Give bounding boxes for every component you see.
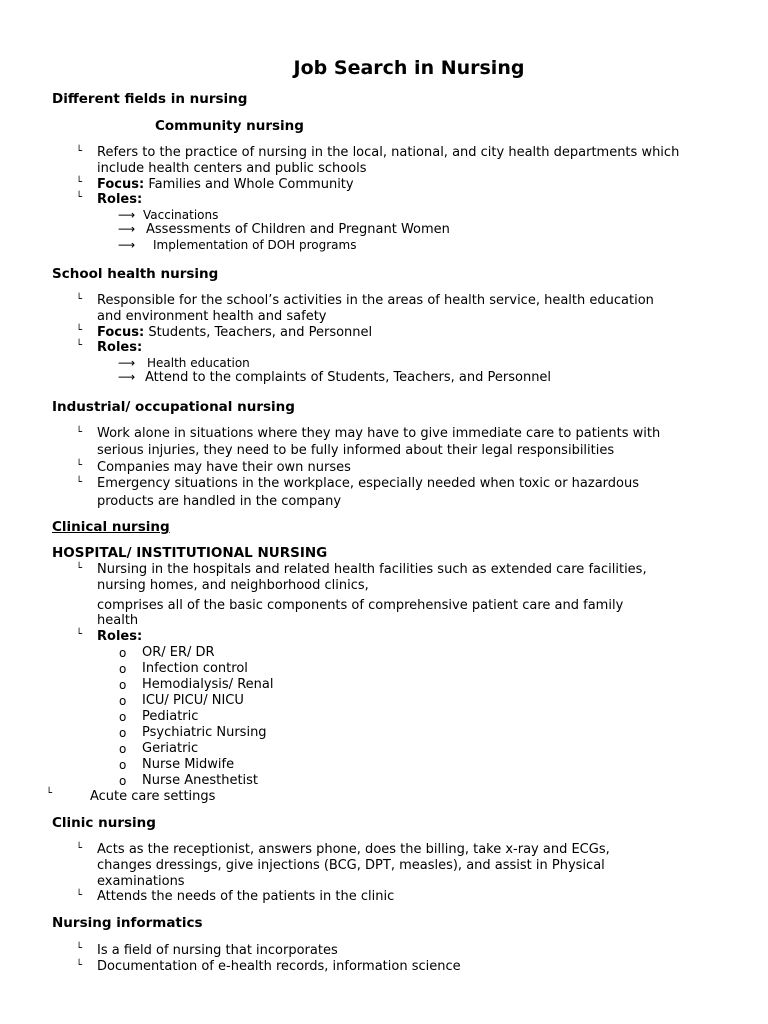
- community-focus: [97, 177, 354, 192]
- bullet-marker: └: [76, 477, 83, 488]
- industrial-heading: Industrial/ occupational nursing: [52, 399, 295, 415]
- bullet-marker: └: [76, 340, 83, 351]
- community-role-item: Implementation of DOH programs: [153, 238, 357, 252]
- industrial-item-1-line-2: serious injuries, they need to be fully informed about their legal responsibilities: [97, 443, 615, 458]
- school-desc-line-1: Responsible for the school’s activities in the areas of health service, health education: [97, 293, 654, 308]
- school-focus: [97, 325, 372, 340]
- industrial-item-2: Companies may have their own nurses: [97, 460, 351, 475]
- document-title: Job Search in Nursing: [293, 57, 525, 79]
- community-heading: Community nursing: [155, 118, 304, 134]
- bullet-marker: └: [76, 960, 83, 971]
- circle-marker: o: [119, 774, 127, 788]
- bullet-marker: └: [76, 325, 83, 336]
- arrow-marker: ⟶: [118, 370, 136, 384]
- arrow-marker: ⟶: [118, 356, 136, 370]
- bullet-marker: └: [76, 943, 83, 954]
- circle-marker: o: [119, 662, 127, 676]
- bullet-marker: └: [76, 629, 83, 640]
- industrial-item-3-line-1: Emergency situations in the workplace, especially needed when toxic or hazardous: [97, 476, 640, 491]
- clinical-roles-label: Roles:: [97, 629, 143, 644]
- community-role-item: Assessments of Children and Pregnant Women: [146, 222, 450, 237]
- bullet-marker: └: [76, 192, 83, 203]
- industrial-item-3-line-2: products are handled in the company: [97, 494, 342, 509]
- clinic-item-1-line-2: changes dressings, give injections (BCG, DPT, measles), and assist in Physical: [97, 858, 605, 873]
- informatics-item-1: Is a field of nursing that incorporates: [97, 943, 338, 958]
- arrow-marker: ⟶: [118, 208, 136, 222]
- clinical-item-1-line-2: nursing homes, and neighborhood clinics,: [97, 578, 369, 593]
- circle-marker: o: [119, 710, 127, 724]
- clinical-role-item: Nurse Anesthetist: [142, 773, 259, 788]
- school-heading: School health nursing: [52, 266, 219, 282]
- informatics-heading: Nursing informatics: [52, 915, 203, 931]
- clinical-role-item: Nurse Midwife: [142, 757, 235, 772]
- clinical-role-item: ICU/ PICU/ NICU: [142, 693, 244, 708]
- clinical-item-1-line-1: Nursing in the hospitals and related health facilities such as extended care facilities,: [97, 562, 647, 577]
- bullet-marker: └: [76, 843, 83, 854]
- bullet-marker: └: [76, 146, 83, 157]
- arrow-marker: ⟶: [118, 222, 136, 236]
- hospital-institutional-heading: HOSPITAL/ INSTITUTIONAL NURSING: [52, 545, 328, 561]
- clinical-role-item: OR/ ER/ DR: [142, 645, 215, 660]
- informatics-item-2: Documentation of e-health records, information science: [97, 959, 461, 974]
- clinic-heading: Clinic nursing: [52, 815, 156, 831]
- community-desc-line-2: include health centers and public schools: [97, 161, 367, 176]
- fields-heading: Different fields in nursing: [52, 91, 248, 107]
- clinical-role-item: Psychiatric Nursing: [142, 725, 267, 740]
- bullet-marker: └: [76, 563, 83, 574]
- school-desc-line-2: and environment health and safety: [97, 309, 327, 324]
- community-role-item: Vaccinations: [143, 208, 219, 222]
- clinical-role-item: Hemodialysis/ Renal: [142, 677, 274, 692]
- clinic-item-1-line-3: examinations: [97, 874, 185, 889]
- circle-marker: o: [119, 678, 127, 692]
- clinical-role-item: Geriatric: [142, 741, 199, 756]
- clinical-role-item: Infection control: [142, 661, 248, 676]
- focus-label: Focus:: [97, 177, 145, 192]
- focus-value: Students, Teachers, and Personnel: [148, 325, 373, 340]
- circle-marker: o: [119, 694, 127, 708]
- bullet-marker: └: [76, 294, 83, 305]
- arrow-marker: ⟶: [118, 238, 136, 252]
- community-desc-line-1: Refers to the practice of nursing in the local, national, and city health departments which: [97, 145, 680, 160]
- bullet-marker: └: [76, 177, 83, 188]
- clinical-role-item: Pediatric: [142, 709, 199, 724]
- bullet-marker: └: [76, 890, 83, 901]
- school-role-item: Health education: [147, 356, 250, 370]
- acute-care-item: Acute care settings: [90, 789, 216, 804]
- circle-marker: o: [119, 726, 127, 740]
- circle-marker: o: [119, 758, 127, 772]
- circle-marker: o: [119, 742, 127, 756]
- focus-label: Focus:: [97, 325, 145, 340]
- clinic-item-1-line-1: Acts as the receptionist, answers phone, does the billing, take x-ray and ECGs,: [97, 842, 610, 857]
- bullet-marker: └: [76, 427, 83, 438]
- clinical-item-1-line-3: comprises all of the basic components of comprehensive patient care and family: [97, 598, 624, 613]
- school-role-item: Attend to the complaints of Students, Teachers, and Personnel: [145, 370, 552, 385]
- bullet-marker: └: [46, 788, 53, 799]
- industrial-item-1-line-1: Work alone in situations where they may have to give immediate care to patients with: [97, 426, 661, 441]
- bullet-marker: └: [76, 460, 83, 471]
- clinical-heading: Clinical nursing: [52, 519, 170, 535]
- clinic-item-2: Attends the needs of the patients in the clinic: [97, 889, 395, 904]
- circle-marker: o: [119, 646, 127, 660]
- community-roles-label: Roles:: [97, 192, 143, 207]
- school-roles-label: Roles:: [97, 340, 143, 355]
- clinical-item-1-line-4: health: [97, 613, 139, 628]
- focus-value: Families and Whole Community: [148, 177, 354, 192]
